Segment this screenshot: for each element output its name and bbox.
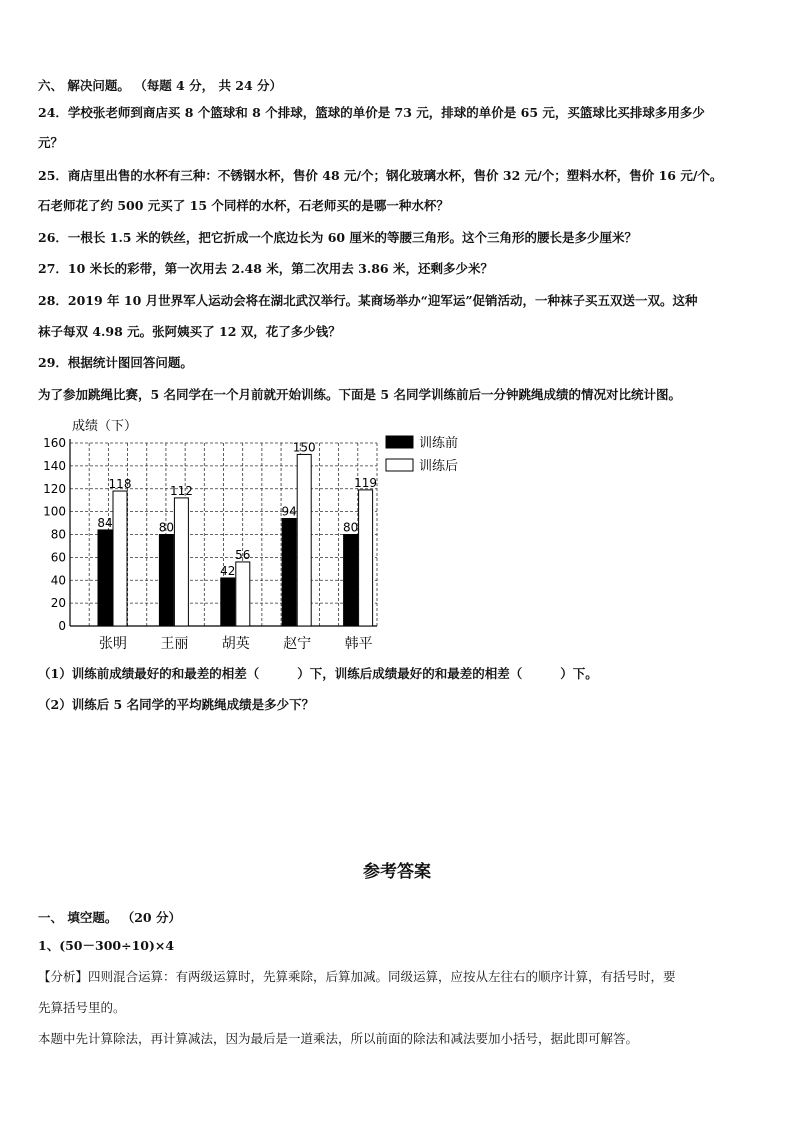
- analysis-line1: 【分析】四则混合运算：有两级运算时，先算乘除，后算加减。同级运算，应按从左往右的顺序计算，有括号时，要: [38, 969, 676, 984]
- legend-label: 训练前: [419, 436, 459, 451]
- data-label: 150: [292, 440, 316, 455]
- analysis-line2: 先算括号里的。: [38, 1000, 126, 1015]
- y-tick-label: 20: [50, 596, 66, 611]
- bar-after: [236, 562, 250, 626]
- question-29-sub2: （2）训练后 5 名同学的平均跳绳成绩是多少下？: [38, 697, 315, 712]
- data-label: 42: [220, 563, 236, 578]
- question-26: 26．一根长 1.5 米的铁丝，把它折成一个底边长为 60 厘米的等腰三角形。这个三角形的腰长是多少厘米？: [38, 230, 637, 245]
- sub1-part-b: ）下，训练后成绩最好的和最差的相差（: [297, 666, 523, 681]
- sub1-part-c: ）下。: [560, 666, 598, 681]
- bar-before: [221, 578, 235, 626]
- y-axis-label: 成绩（下）: [72, 419, 138, 434]
- answer-note: 本题中先计算除法，再计算减法，因为最后是一道乘法，所以前面的除法和减法要加小括号，据此即可解答。: [38, 1031, 639, 1046]
- question-29: 29．根据统计图回答问题。: [38, 355, 193, 370]
- question-28-line2: 袜子每双 4.98 元。张阿姨买了 12 双，花了多少钱？: [38, 324, 341, 339]
- question-24-line1: 24．学校张老师到商店买 8 个篮球和 8 个排球，篮球的单价是 73 元，排球的单价是 65 元，买篮球比买排球多用多少: [38, 105, 705, 120]
- question-25-line2: 石老师花了约 500 元买了 15 个同样的水杯，石老师买的是哪一种水杯？: [38, 198, 449, 213]
- x-tick-label: 张明: [99, 636, 127, 652]
- bar-before: [98, 530, 112, 626]
- question-29-intro: 为了参加跳绳比赛，5 名同学在一个月前就开始训练。下面是 5 名同学训练前后一分钟跳绳成绩的情况对比统计图。: [38, 387, 681, 402]
- x-tick-label: 胡英: [221, 636, 250, 652]
- y-tick-label: 120: [43, 481, 66, 496]
- x-tick-label: 韩平: [344, 636, 373, 652]
- bar-after: [297, 454, 311, 626]
- question-25-line1: 25．商店里出售的水杯有三种：不锈钢水杯，售价 48 元/个；钢化玻璃水杯，售价 32 元/个；塑料水杯，售价 16 元/个。: [38, 168, 723, 183]
- answers-section1-heading: 一、 填空题。 （20 分）: [38, 910, 181, 925]
- y-tick-label: 80: [50, 527, 66, 542]
- y-tick-label: 60: [50, 550, 66, 565]
- answers-title: 参考答案: [363, 862, 431, 882]
- sub1-part-a: （1）训练前成绩最好的和最差的相差（: [38, 666, 260, 681]
- answer-1: 1、(50－300÷10)×4: [38, 938, 175, 953]
- question-28-line1: 28．2019 年 10 月世界军人运动会将在湖北武汉举行。某商场举办“迎军运”促销活动，一种袜子买五双送一双。这种: [38, 293, 698, 308]
- y-tick-label: 40: [50, 573, 66, 588]
- y-tick-label: 140: [43, 458, 66, 473]
- x-tick-label: 王丽: [160, 636, 189, 652]
- y-tick-label: 100: [43, 504, 66, 519]
- data-label: 118: [108, 477, 132, 492]
- bar-after: [174, 498, 188, 626]
- bar-before: [282, 518, 296, 626]
- data-label: 112: [169, 483, 193, 498]
- bar-before: [159, 535, 173, 627]
- bar-after: [359, 490, 373, 626]
- question-27: 27．10 米长的彩带，第一次用去 2.48 米，第二次用去 3.86 米，还剩多少米？: [38, 261, 493, 276]
- question-24-line2: 元？: [38, 135, 64, 150]
- data-label: 84: [97, 515, 113, 530]
- x-tick-label: 赵宁: [283, 636, 312, 652]
- data-label: 80: [342, 520, 359, 535]
- bar-after: [113, 491, 127, 626]
- legend-label: 训练后: [419, 459, 459, 474]
- data-label: 94: [281, 504, 297, 519]
- bar-before: [344, 535, 358, 627]
- legend-swatch: [386, 459, 413, 471]
- legend-swatch: [386, 436, 413, 448]
- bar-chart: [30, 410, 490, 660]
- data-label: 119: [354, 475, 378, 490]
- y-tick-label: 160: [43, 436, 66, 450]
- section-heading: 六、 解决问题。 （每题 4 分， 共 24 分）: [38, 78, 283, 93]
- data-label: 80: [158, 520, 175, 535]
- y-tick-label: 0: [58, 619, 66, 633]
- data-label: 56: [235, 547, 251, 562]
- question-29-sub1: [38, 666, 598, 682]
